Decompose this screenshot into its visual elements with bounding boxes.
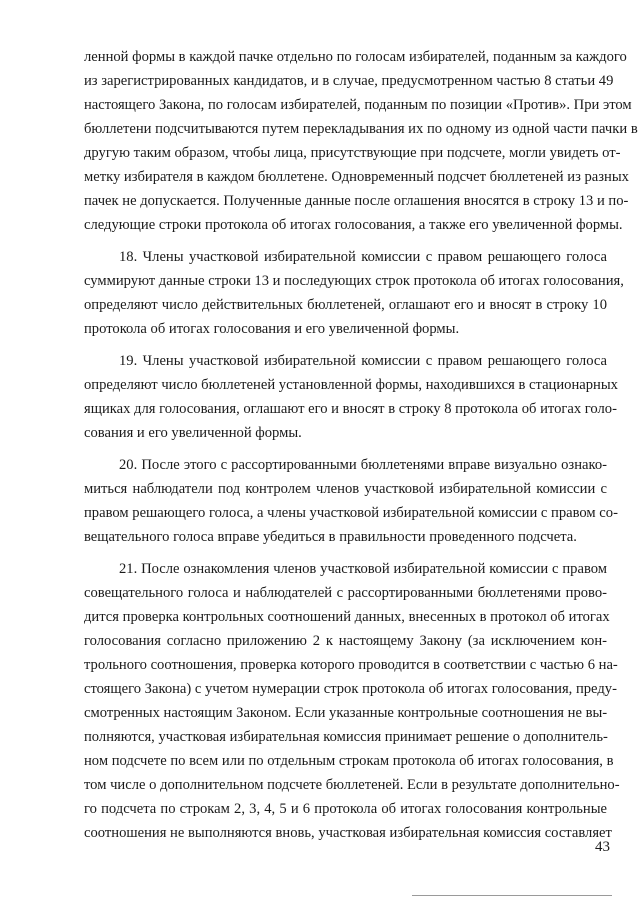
text-line: протокола об итогах голосования и его увеличенной формы. <box>84 321 460 337</box>
text-line: полняются, участковая избирательная комиссия принимает решение о дополнитель- <box>84 729 608 745</box>
text-line: ном подсчете по всем или по отдельным строкам протокола об итогах голосования, в <box>84 753 614 769</box>
paragraph-21-first-line: 21. После ознакомления членов участковой избирательной комиссии с правом <box>119 561 607 577</box>
text-line: совещательного голоса и наблюдателей с рассортированными бюллетенями прово- <box>84 585 607 601</box>
text-line: метку избирателя в каждом бюллетене. Одновременный подсчет бюллетеней из разных <box>84 169 629 185</box>
text-line: определяют число действительных бюллетеней, оглашают его и вносят в строку 10 <box>84 297 607 313</box>
text-line: голосования согласно приложению 2 к настоящему Закону (за исключением кон- <box>84 633 607 649</box>
text-line: вещательного голоса вправе убедиться в правильности проведенного подсчета. <box>84 529 577 545</box>
text-line: настоящего Закона, по голосам избирателей, поданным по позиции «Против». При этом <box>84 97 632 113</box>
text-line: пачек не допускается. Полученные данные после оглашения вносятся в строку 13 и по- <box>84 193 629 209</box>
text-line: миться наблюдатели под контролем членов участковой избирательной комиссии с <box>84 481 607 497</box>
text-line: том числе о дополнительном подсчете бюллетеней. Если в результате дополнительно- <box>84 777 620 793</box>
paragraph-20-first-line: 20. После этого с рассортированными бюллетенями вправе визуально ознако- <box>119 457 607 473</box>
scan-edge-line <box>412 895 612 896</box>
text-line: определяют число бюллетеней установленной формы, находившихся в стационарных <box>84 377 618 393</box>
text-line: суммируют данные строки 13 и последующих строк протокола об итогах голосования, <box>84 273 624 289</box>
text-line: смотренных настоящим Законом. Если указанные контрольные соотношения не вы- <box>84 705 608 721</box>
text-line: бюллетени подсчитываются путем перекладывания их по одному из одной части пачки в <box>84 121 638 137</box>
text-line: дится проверка контрольных соотношений данных, внесенных в протокол об итогах <box>84 609 610 625</box>
text-line: ленной формы в каждой пачке отдельно по голосам избирателей, поданным за каждого <box>84 49 627 65</box>
text-line: правом решающего голоса, а члены участковой избирательной комиссии с правом со- <box>84 505 618 521</box>
text-line: сования и его увеличенной формы. <box>84 425 302 441</box>
text-line: го подсчета по строкам 2, 3, 4, 5 и 6 протокола об итогах голосования контрольные <box>84 801 607 817</box>
text-line: стоящего Закона) с учетом нумерации строк протокола об итогах голосования, преду- <box>84 681 617 697</box>
text-line: другую таким образом, чтобы лица, присутствующие при подсчете, могли увидеть от- <box>84 145 621 161</box>
text-line: ящиках для голосования, оглашают его и вносят в строку 8 протокола об итогах голо- <box>84 401 617 417</box>
text-line: соотношения не выполняются вновь, участковая избирательная комиссия составляет <box>84 825 612 841</box>
text-line: следующие строки протокола об итогах голосования, а также его увеличенной формы. <box>84 217 623 233</box>
text-line: трольного соотношения, проверка которого проводится в соответствии с частью 6 на- <box>84 657 618 673</box>
text-line: из зарегистрированных кандидатов, и в случае, предусмотренном частью 8 статьи 49 <box>84 73 614 89</box>
paragraph-19-first-line: 19. Члены участковой избирательной комиссии с правом решающего голоса <box>119 353 607 369</box>
paragraph-18-first-line: 18. Члены участковой избирательной комиссии с правом решающего голоса <box>119 249 607 265</box>
page-number: 43 <box>595 839 610 855</box>
